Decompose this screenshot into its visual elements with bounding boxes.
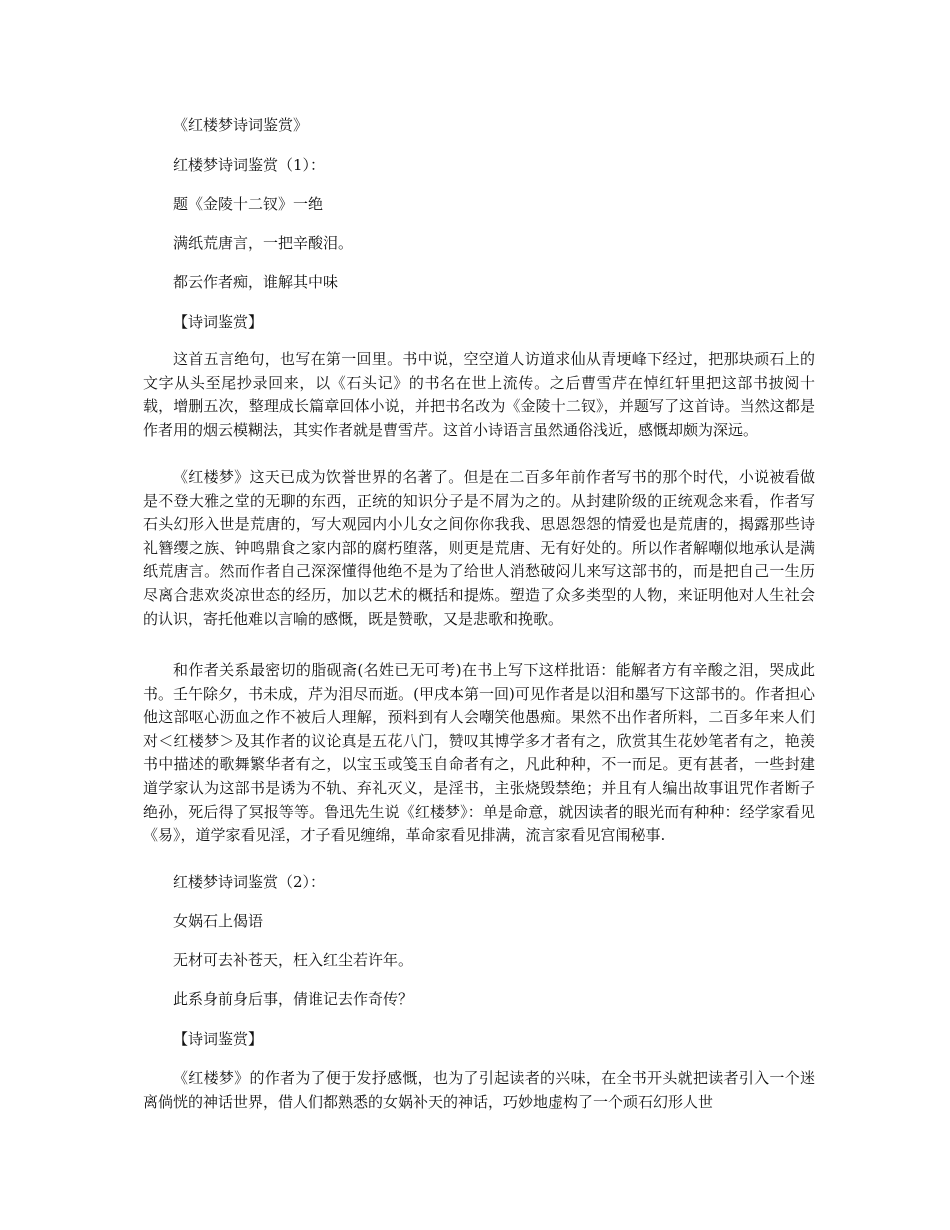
section1-appreciation-label: 【诗词鉴赏】 (173, 313, 264, 331)
section1-poem-title: 题《金陵十二钗》一绝 (173, 195, 324, 213)
section2-paragraph-1: 《红楼梦》的作者为了便于发抒感慨，也为了引起读者的兴味，在全书开头就把读者引入一个迷离倘恍的神话世界，借人们都熟悉的女娲补天的神话，巧妙地虚构了一个顽石幻形人世 (143, 1069, 815, 1111)
section2-poem-line2: 此系身前身后事，倩谁记去作奇传？ (173, 990, 414, 1008)
section1-paragraph-3: 和作者关系最密切的脂砚斋(名姓已无可考)在书上写下这样批语：能解者方有辛酸之泪，哭成此书。壬午除夕，书未成，芹为泪尽而逝。(甲戌本第一回)可见作者是以泪和墨写下这部书的。作者担心他这部呕心沥血之作不被后人理解，预料到有人会嘲笑他愚痴。果然不出作者所料，二百多年来人们对＜红楼梦＞及其作者的议论真是五花八门，赞叹其博学多才者有之，欣赏其生花妙笔者有之，艳羡书中描述的歌舞繁华者有之，以宝玉或笺玉自命者有之，凡此种种，不一而足。更有甚者，一些封建道学家认为这部书是诱为不轨、弃礼灭义，是淫书，主张烧毁禁绝；并且有人编出故事诅咒作者断子绝孙，死后得了冥报等等。鲁迅先生说《红楼梦》：单是命意，就因读者的眼光而有种种：经学家看见《易》，道学家看见淫，才子看见缠绵，革命家看见排满，流言家看见宫闱秘事. (143, 661, 815, 845)
section2-appreciation-label: 【诗词鉴赏】 (173, 1030, 264, 1048)
section1-poem-line2: 都云作者痴，谁解其中味 (173, 273, 339, 291)
section2-heading: 红楼梦诗词鉴赏（2）： (173, 873, 326, 891)
section2-poem-line1: 无材可去补苍天，枉入红尘若许年。 (173, 951, 414, 969)
section1-heading: 红楼梦诗词鉴赏（1）： (173, 156, 326, 174)
section1-paragraph-1: 这首五言绝句，也写在第一回里。书中说，空空道人访道求仙从青埂峰下经过，把那块顽石上的文字从头至尾抄录回来，以《石头记》的书名在世上流传。之后曹雪芹在悼红轩里把这部书披阅十载，增删五次，整理成长篇章回体小说，并把书名改为《金陵十二钗》，并题写了这首诗。当然这都是作者用的烟云模糊法，其实作者就是曹雪芹。这首小诗语言虽然通俗浅近，感慨却颇为深远。 (143, 350, 815, 439)
section2-poem-title: 女娲石上偈语 (173, 912, 264, 930)
section1-poem-line1: 满纸荒唐言，一把辛酸泪。 (173, 234, 354, 252)
document-title: 《红楼梦诗词鉴赏》 (173, 116, 309, 134)
section1-paragraph-2: 《红楼梦》这天已成为饮誉世界的名著了。但是在二百多年前作者写书的那个时代，小说被看做是不登大雅之堂的无聊的东西，正统的知识分子是不屑为之的。从封建阶级的正统观念来看，作者写石头幻形入世是荒唐的，写大观园内小儿女之间你你我我、思恩怨怨的情爱也是荒唐的，揭露那些诗礼簪缨之族、钟鸣鼎食之家内部的腐朽堕落，则更是荒唐、无有好处的。所以作者解嘲似地承认是满纸荒唐言。然而作者自己深深懂得他绝不是为了给世人消愁破闷儿来写这部书的，而是把自己一生历尽离合悲欢炎凉世态的经历，加以艺术的概括和提炼。塑造了众多类型的人物，来证明他对人生社会的认识，寄托他难以言喻的感慨，既是赞歌，又是悲歌和挽歌。 (143, 468, 815, 628)
